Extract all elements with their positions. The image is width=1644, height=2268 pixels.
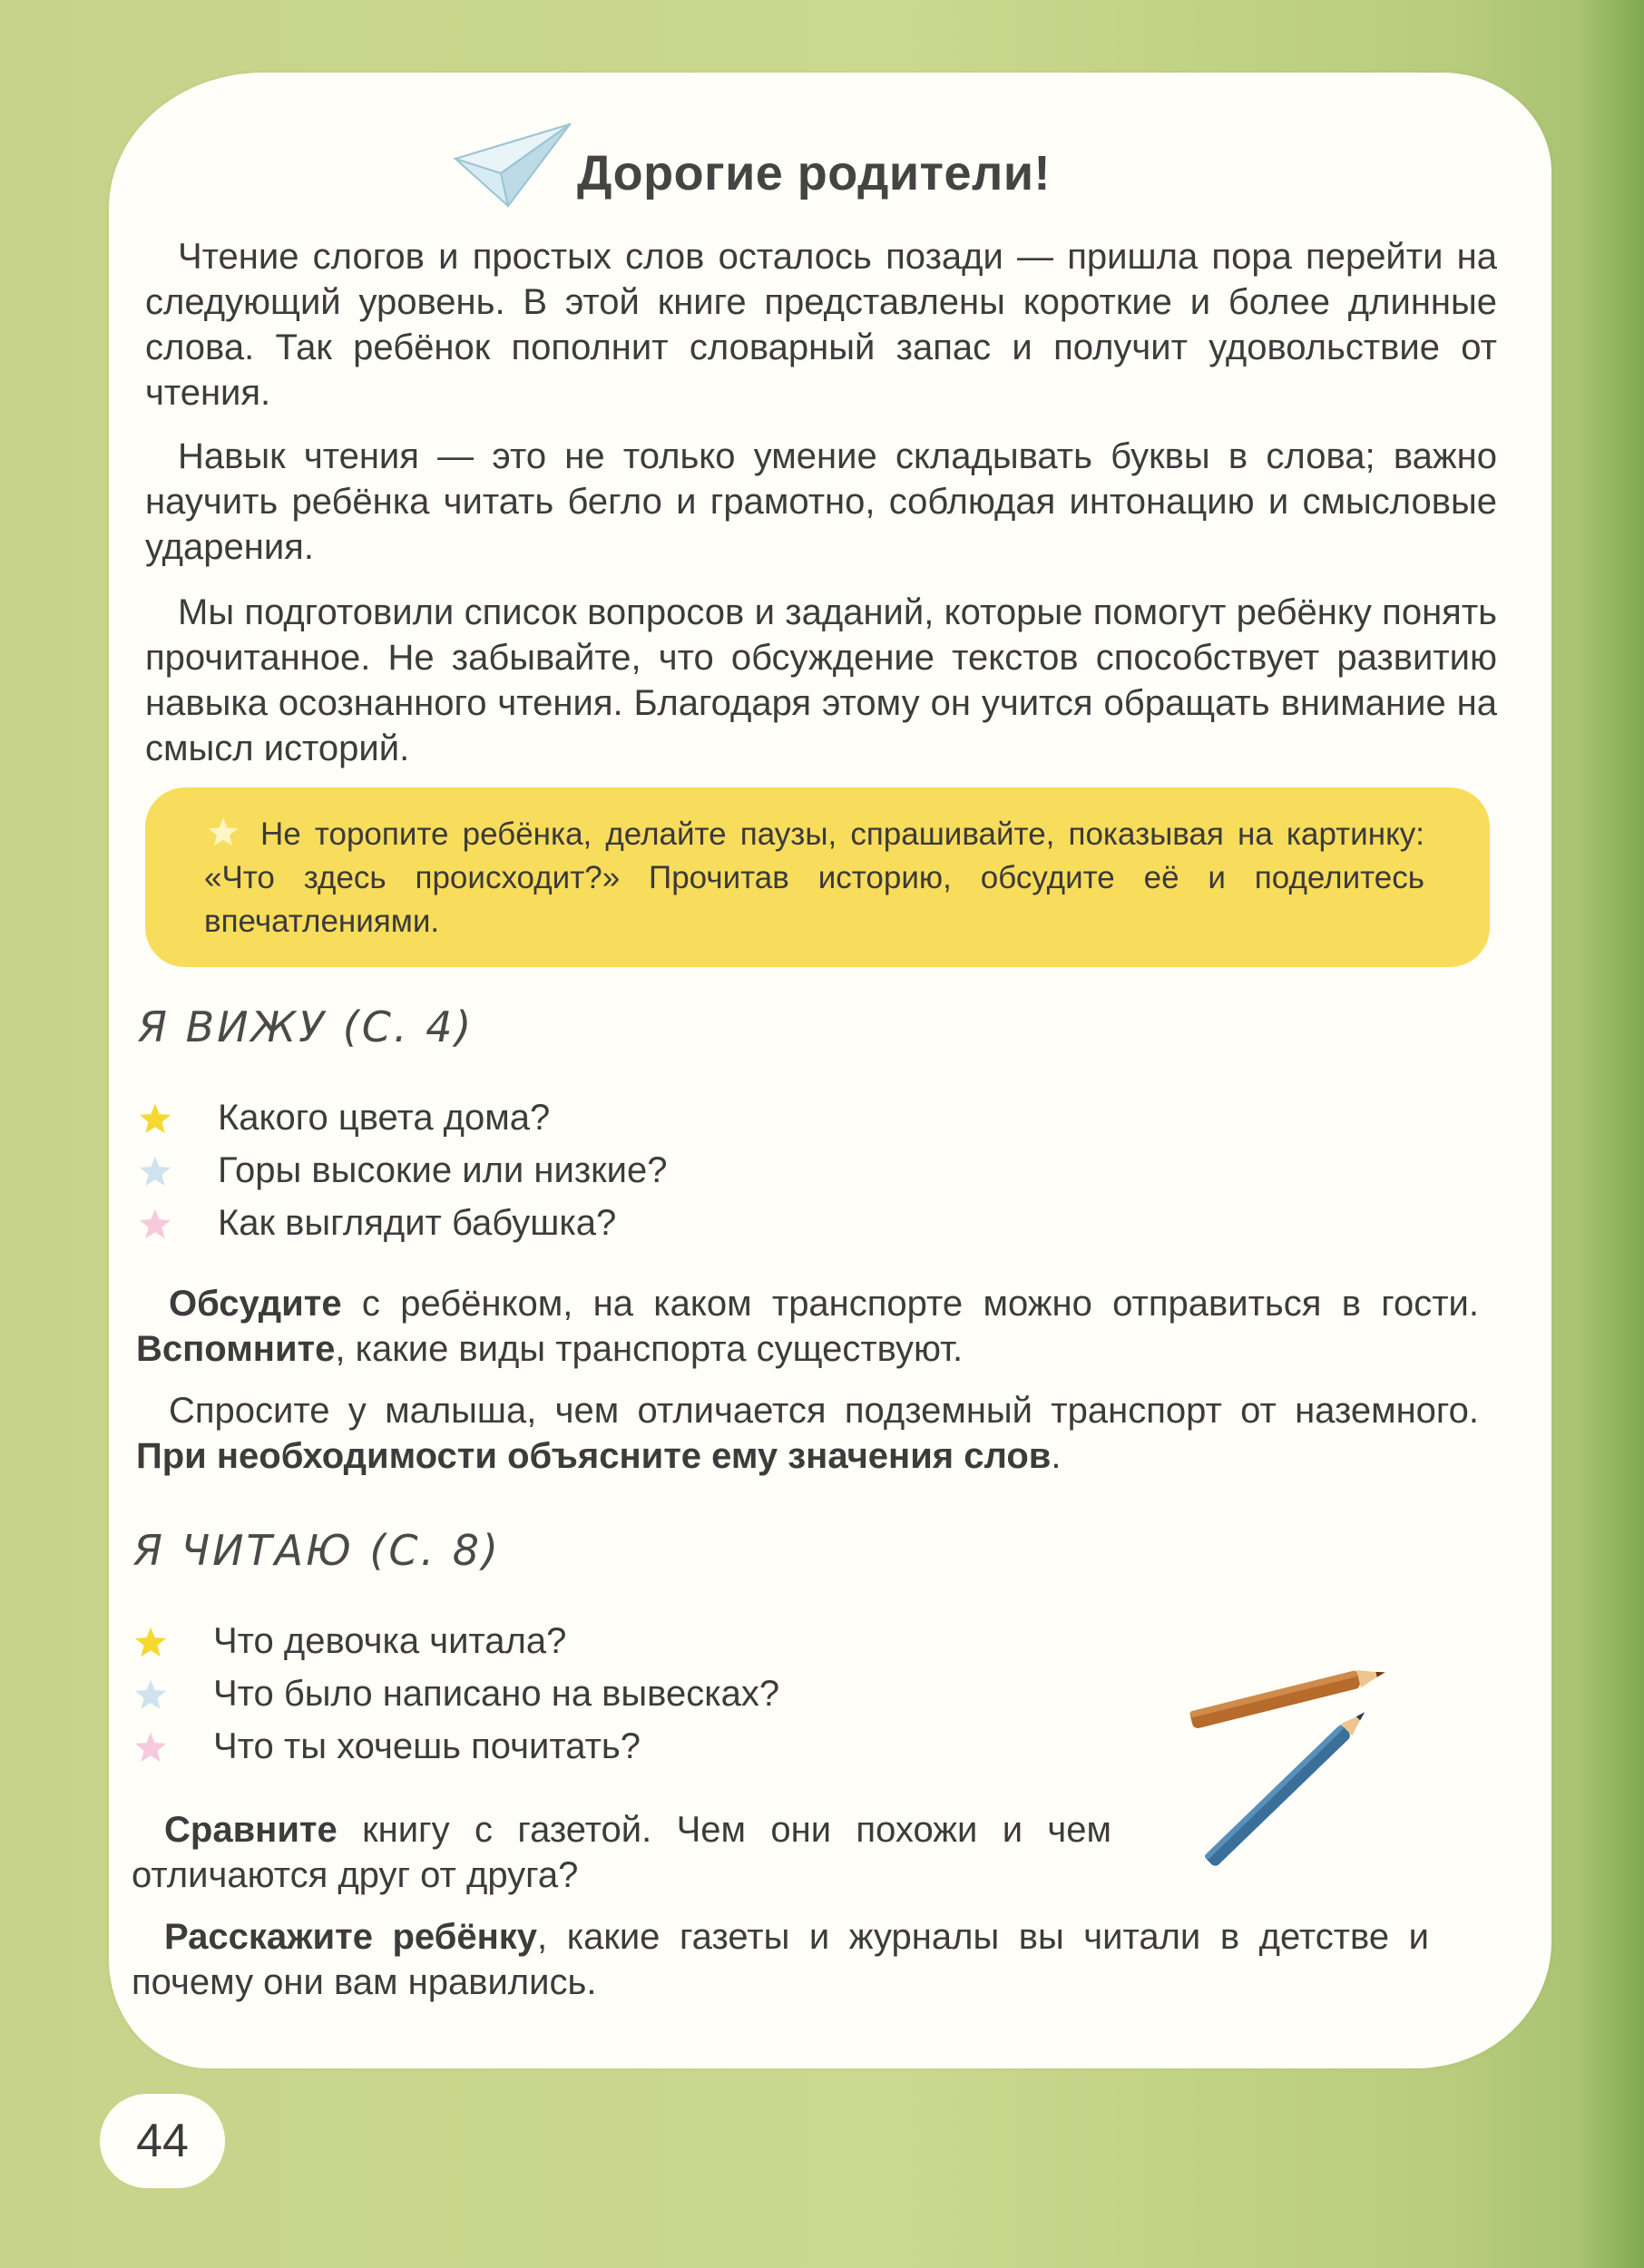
ask-paragraph xyxy=(136,1388,1479,1479)
recall-text: , какие виды транспорта существуют. xyxy=(335,1329,964,1369)
explain-end: . xyxy=(1051,1436,1062,1476)
section-heading-i-see: Я ВИЖУ (С. 4) xyxy=(138,1002,475,1051)
tell-paragraph xyxy=(132,1914,1429,2005)
question-text: Какого цвета дома? xyxy=(218,1098,551,1138)
question-text: Как выглядит бабушка? xyxy=(218,1203,617,1243)
question-text: Что было написано на вывесках? xyxy=(213,1674,780,1714)
list-item xyxy=(133,1720,950,1773)
recall-bold: Вспомните xyxy=(136,1329,336,1369)
star-icon xyxy=(138,1102,172,1137)
intro-paragraph-2: Навык чтения — это не только умение складывать буквы в слова; важно научить ребёнка читать бегло и грамотно, соблюдая интонацию и смысловые ударения. xyxy=(145,436,1497,567)
question-text: Что девочка читала? xyxy=(213,1621,567,1661)
list-item xyxy=(138,1144,954,1197)
page-number: 44 xyxy=(136,2115,189,2167)
list-item xyxy=(133,1615,950,1667)
list-item xyxy=(138,1197,954,1249)
question-list-i-read xyxy=(133,1615,950,1773)
star-icon xyxy=(133,1731,168,1765)
intro-paragraph-1: Чтение слогов и простых слов осталось позади — пришла пора перейти на следующий уровень. В этой книге представлены короткие и более длинные слова. Так ребёнок пополнит словарный запас и получит удовольствие от чтения. xyxy=(145,237,1497,413)
star-icon xyxy=(138,1155,172,1189)
question-text: Что ты хочешь почитать? xyxy=(213,1726,641,1766)
page-title: Дорогие родители! xyxy=(577,146,1052,200)
pencils-illustration xyxy=(1179,1642,1397,1869)
question-text: Горы высокие или низкие? xyxy=(218,1150,668,1190)
explain-bold: При необходимости объясните ему значения слов xyxy=(136,1436,1052,1476)
intro-paragraph-3: Мы подготовили список вопросов и заданий, которые помогут ребёнку понять прочитанное. Не забывайте, что обсуждение текстов способствует развитию навыка осознанного чтения. Благодаря этому он учится обращать внимание на смысл историй. xyxy=(145,592,1497,768)
compare-text: книгу с газетой. Чем они похожи и чем отличаются друг от друга? xyxy=(132,1810,1111,1895)
paper-plane-icon xyxy=(454,122,572,209)
tell-bold: Расскажите ребёнку xyxy=(164,1917,538,1957)
section-heading-i-read: Я ЧИТАЮ (С. 8) xyxy=(133,1526,501,1575)
discuss-text: с ребёнком, на каком транспорте можно отправиться в гости. xyxy=(341,1284,1479,1324)
discuss-paragraph xyxy=(136,1281,1479,1372)
ask-text: Спросите у малыша, чем отличается подземный транспорт от наземного. xyxy=(169,1391,1479,1431)
star-icon xyxy=(138,1207,172,1242)
compare-paragraph xyxy=(132,1807,1111,1898)
compare-bold: Сравните xyxy=(164,1810,338,1850)
list-item xyxy=(138,1091,954,1144)
page-edge xyxy=(1580,0,1644,2268)
question-list-i-see xyxy=(138,1091,954,1249)
list-item xyxy=(133,1667,950,1720)
tell-text: , какие газеты и журналы вы читали в детстве и почему они вам нравились. xyxy=(132,1917,1429,2002)
star-icon xyxy=(133,1626,168,1660)
discuss-bold: Обсудите xyxy=(169,1284,342,1324)
star-icon xyxy=(133,1678,168,1713)
note-text: Не торопите ребёнка, делайте паузы, спрашивайте, показывая на картинку: «Что здесь происходит?» Прочитав историю, обсудите её и поделитесь впечатлениями. xyxy=(204,816,1424,939)
